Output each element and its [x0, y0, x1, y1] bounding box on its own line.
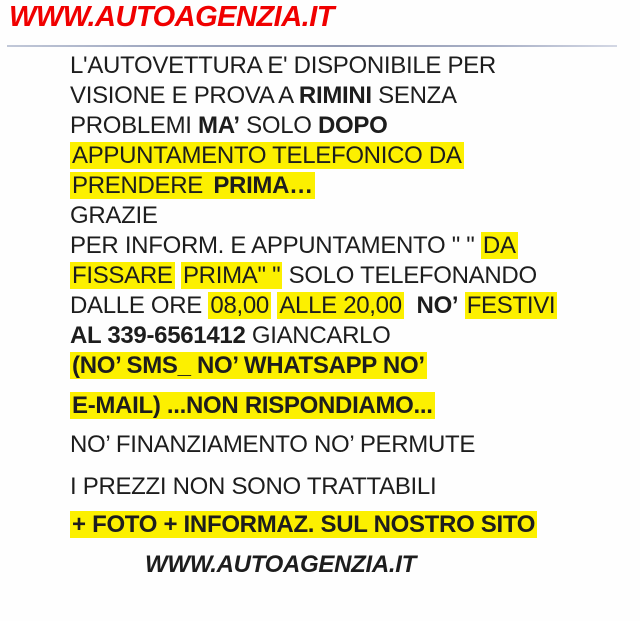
text-segment — [458, 292, 464, 319]
footer-site-url — [70, 550, 630, 580]
text-line — [70, 201, 630, 231]
highlighted-text: APPUNTAMENTO TELEFONICO DA — [72, 142, 462, 169]
text-line — [70, 291, 630, 321]
text-segment: NO’ FINANZIAMENTO NO’ PERMUTE — [70, 431, 476, 458]
text-line — [70, 472, 630, 502]
highlighted-text: PRIMA… — [213, 172, 313, 199]
highlighted-text: DA — [482, 232, 516, 259]
text-segment: PER INFORM. E APPUNTAMENTO " " — [70, 232, 481, 259]
text-line — [70, 231, 630, 261]
text-segment: DALLE ORE — [70, 292, 209, 319]
highlighted-text: PRENDERE — [72, 172, 210, 199]
highlighted-text: ALLE 20,00 — [279, 292, 402, 319]
text-line — [70, 81, 630, 111]
text-segment: I PREZZI NON SONO TRATTABILI — [70, 473, 437, 500]
text-line — [70, 141, 630, 171]
text-line — [70, 51, 630, 81]
text-line — [70, 171, 630, 201]
contact-phone-line — [70, 321, 630, 351]
divider-line — [7, 45, 617, 47]
text-segment: DOPO — [318, 112, 388, 139]
text-line — [70, 391, 630, 421]
text-segment: WWW.AUTOAGENZIA.IT — [145, 551, 416, 578]
text-line — [70, 261, 630, 291]
text-segment — [404, 292, 417, 319]
text-segment: GRAZIE — [70, 202, 158, 229]
text-segment: VISIONE E PROVA A — [70, 82, 299, 109]
text-segment — [175, 262, 181, 289]
highlighted-text: FISSARE — [72, 262, 173, 289]
text-segment: SENZA — [371, 82, 457, 109]
text-segment: RIMINI — [298, 82, 372, 109]
ad-body — [70, 51, 630, 580]
highlighted-text: E-MAIL) ...NON RISPONDIAMO... — [72, 392, 433, 419]
text-line — [70, 111, 630, 141]
text-segment: PROBLEMI — [70, 112, 198, 139]
highlighted-text: (NO’ SMS_ NO’ WHATSAPP NO’ — [72, 352, 425, 379]
text-line — [70, 351, 630, 381]
site-url-header: WWW.AUTOAGENZIA.IT — [9, 1, 334, 33]
text-segment: SOLO — [239, 112, 319, 139]
text-line — [70, 430, 630, 460]
highlighted-text: 08,00 — [210, 292, 269, 319]
text-segment: L'AUTOVETTURA E' DISPONIBILE PER — [70, 52, 496, 79]
text-segment: SOLO TELEFONANDO — [282, 262, 537, 289]
text-segment: AL 339-6561412 — [70, 322, 246, 349]
highlighted-text: PRIMA" " — [182, 262, 281, 289]
text-line — [70, 510, 630, 540]
highlighted-text: FESTIVI — [466, 292, 556, 319]
highlighted-text: + FOTO + INFORMAZ. SUL NOSTRO SITO — [72, 511, 536, 538]
text-segment: NO’ — [416, 292, 459, 319]
text-segment: MA’ — [198, 112, 240, 139]
text-segment: GIANCARLO — [245, 322, 391, 349]
